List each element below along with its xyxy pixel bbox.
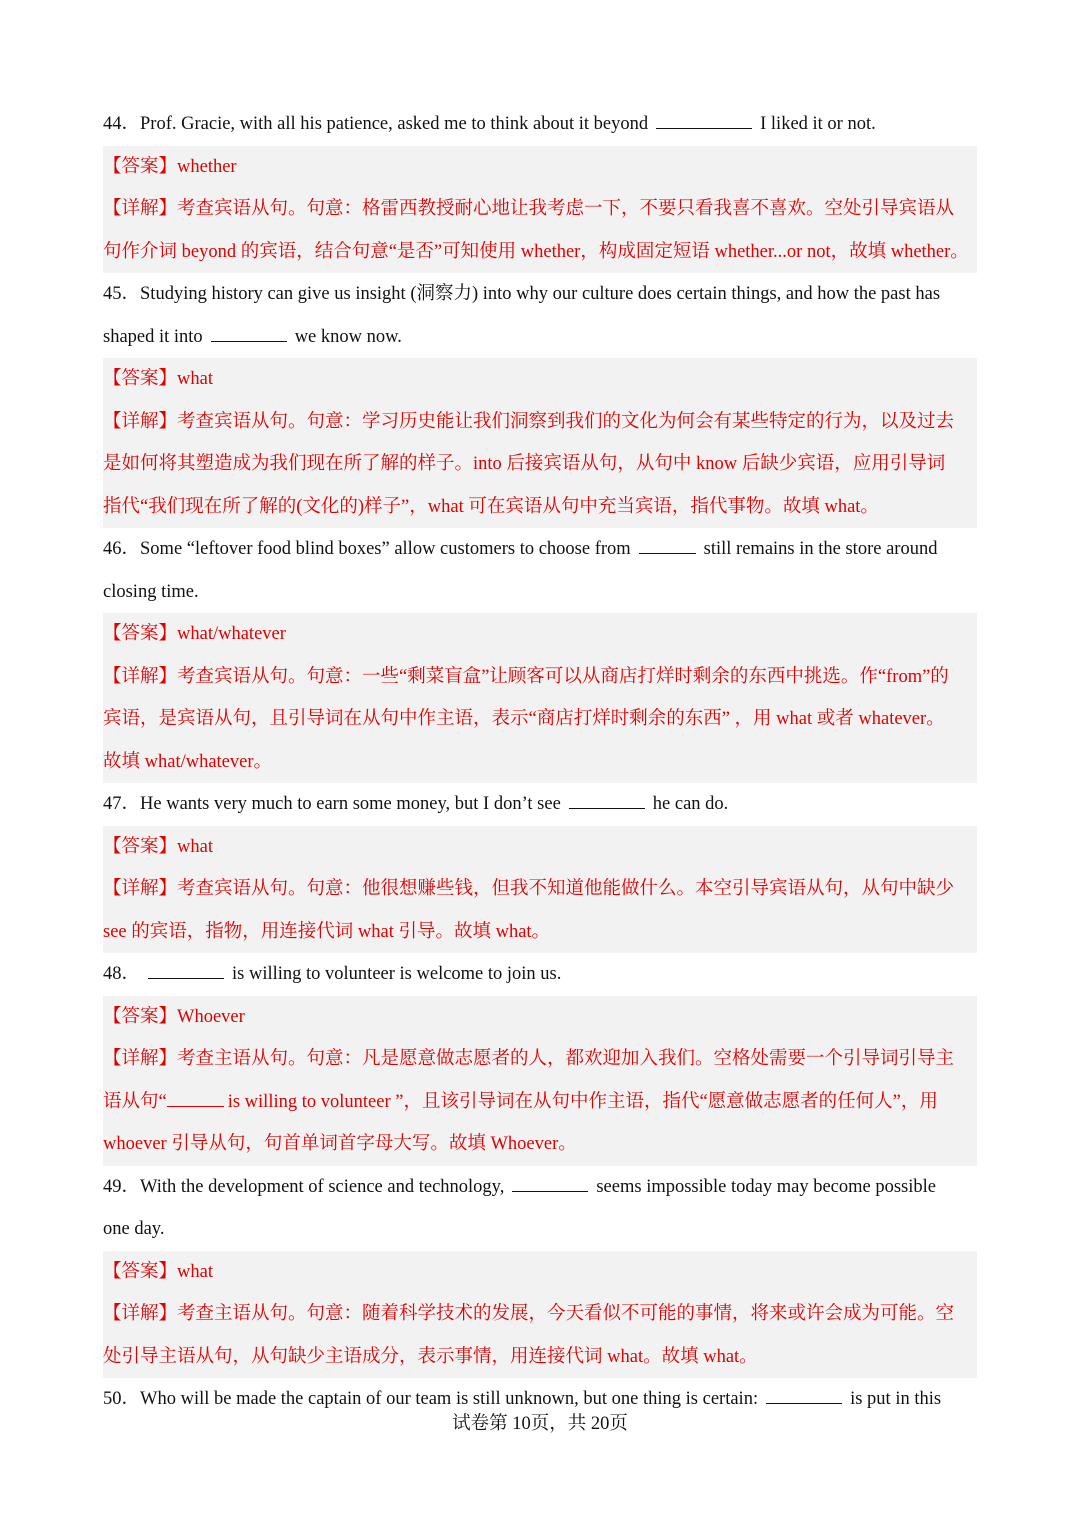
question-49 xyxy=(103,1166,977,1209)
question-number: 46． xyxy=(103,539,141,559)
question-text: I liked it or not. xyxy=(760,114,876,134)
answer-blank xyxy=(148,977,224,979)
answer-blank xyxy=(512,1190,588,1192)
question-text: Who will be made the captain of our team is still unknown, but one thing is certain: xyxy=(140,1389,759,1409)
detail-line: 处引导主语从句，从句缺少主语成分，表示事情，用连接代词 what。故填 what。 xyxy=(103,1346,758,1367)
answer-block-46 xyxy=(103,613,977,783)
detail-line: 故填 what/whatever。 xyxy=(103,751,273,772)
question-text: closing time. xyxy=(103,581,199,602)
answer-blank xyxy=(639,552,696,554)
answer-block-47 xyxy=(103,826,977,954)
question-45 xyxy=(103,273,977,316)
answer-blank xyxy=(766,1402,842,1404)
detail-line: 【详解】考查宾语从句。句意：格雷西教授耐心地让我考虑一下，不要只看我喜不喜欢。空处引导宾语从 xyxy=(103,199,955,219)
question-49-line2 xyxy=(103,1208,977,1251)
detail-blank xyxy=(167,1105,224,1107)
question-text: seems impossible today may become possible xyxy=(596,1176,936,1197)
answer-line: 【答案】what/whatever xyxy=(103,624,286,644)
detail-text: 语从句“ xyxy=(103,1091,167,1112)
detail-line: 宾语，是宾语从句，且引导词在从句中作主语，表示“商店打烊时剩余的东西” ，用 what 或者 whatever。 xyxy=(103,709,945,729)
question-text: With the development of science and technology, xyxy=(140,1176,505,1197)
question-number: 45． xyxy=(103,284,141,304)
answer-blank xyxy=(656,127,752,129)
question-text: shaped it into xyxy=(103,326,203,347)
answer-line: 【答案】what xyxy=(103,836,213,857)
detail-line: 【详解】考查主语从句。句意：凡是愿意做志愿者的人，都欢迎加入我们。空格处需要一个引导词引导主 xyxy=(103,1049,955,1069)
answer-line: 【答案】what xyxy=(103,1261,213,1282)
document-page xyxy=(103,103,977,1421)
question-number: 48． xyxy=(103,964,141,984)
detail-text: is willing to volunteer ”，且该引导词在从句中作主语，指代“愿意做志愿者的任何人”，用 xyxy=(227,1091,938,1112)
detail-line: 【详解】考查宾语从句。句意：一些“剩菜盲盒”让顾客可以从商店打烊时剩余的东西中挑选。作“from”的 xyxy=(103,666,949,687)
page-footer: 试卷第 10页，共 20页 xyxy=(452,1414,628,1434)
answer-line: 【答案】whether xyxy=(103,156,237,177)
detail-line xyxy=(103,1081,977,1124)
question-text: Studying history can give us insight (洞察力) into why our culture does certain things, and how the past has xyxy=(140,284,941,304)
question-text: we know now. xyxy=(294,326,402,347)
detail-line: whoever 引导从句，句首单词首字母大写。故填 Whoever。 xyxy=(103,1134,577,1154)
question-text: He wants very much to earn some money, but I don’t see xyxy=(140,794,561,814)
question-46 xyxy=(103,528,977,571)
answer-blank xyxy=(569,807,645,809)
answer-blank xyxy=(211,340,287,342)
question-text: is willing to volunteer is welcome to join us. xyxy=(232,964,562,984)
question-text: one day. xyxy=(103,1219,165,1239)
detail-line: see 的宾语，指物，用连接代词 what 引导。故填 what。 xyxy=(103,921,551,942)
question-text: is put in this xyxy=(850,1389,942,1409)
question-46-line2 xyxy=(103,571,977,614)
question-44 xyxy=(103,103,977,146)
detail-line: 是如何将其塑造成为我们现在所了解的样子。into 后接宾语从句，从句中 know 后缺少宾语，应用引导词 xyxy=(103,454,946,474)
question-text: still remains in the store around xyxy=(703,539,938,559)
question-text: he can do. xyxy=(652,794,729,814)
answer-line: 【答案】what xyxy=(103,369,213,389)
detail-line: 句作介词 beyond 的宾语，结合句意“是否”可知使用 whether，构成固定短语 whether...or not，故填 whether。 xyxy=(103,241,969,262)
question-text: Some “leftover food blind boxes” allow customers to choose from xyxy=(140,539,631,559)
question-47 xyxy=(103,783,977,826)
detail-line: 【详解】考查宾语从句。句意：学习历史能让我们洞察到我们的文化为何会有某些特定的行为，以及过去 xyxy=(103,411,955,432)
detail-line: 【详解】考查主语从句。句意：随着科学技术的发展，今天看似不可能的事情，将来或许会成为可能。空 xyxy=(103,1304,955,1324)
answer-line: 【答案】Whoever xyxy=(103,1006,245,1027)
question-48 xyxy=(103,953,977,996)
question-number: 44． xyxy=(103,114,141,134)
question-45-line2 xyxy=(103,316,977,359)
question-number: 49． xyxy=(103,1176,141,1197)
detail-line: 指代“我们现在所了解的(文化的)样子”，what 可在宾语从句中充当宾语，指代事物。故填 what。 xyxy=(103,496,879,517)
answer-block-44 xyxy=(103,146,977,274)
detail-line: 【详解】考查宾语从句。句意：他很想赚些钱，但我不知道他能做什么。本空引导宾语从句，从句中缺少 xyxy=(103,879,955,899)
answer-block-49 xyxy=(103,1251,977,1379)
answer-block-45 xyxy=(103,358,977,528)
question-number: 50． xyxy=(103,1389,141,1409)
question-number: 47． xyxy=(103,794,141,814)
question-text: Prof. Gracie, with all his patience, asked me to think about it beyond xyxy=(140,114,649,134)
answer-block-48 xyxy=(103,996,977,1166)
